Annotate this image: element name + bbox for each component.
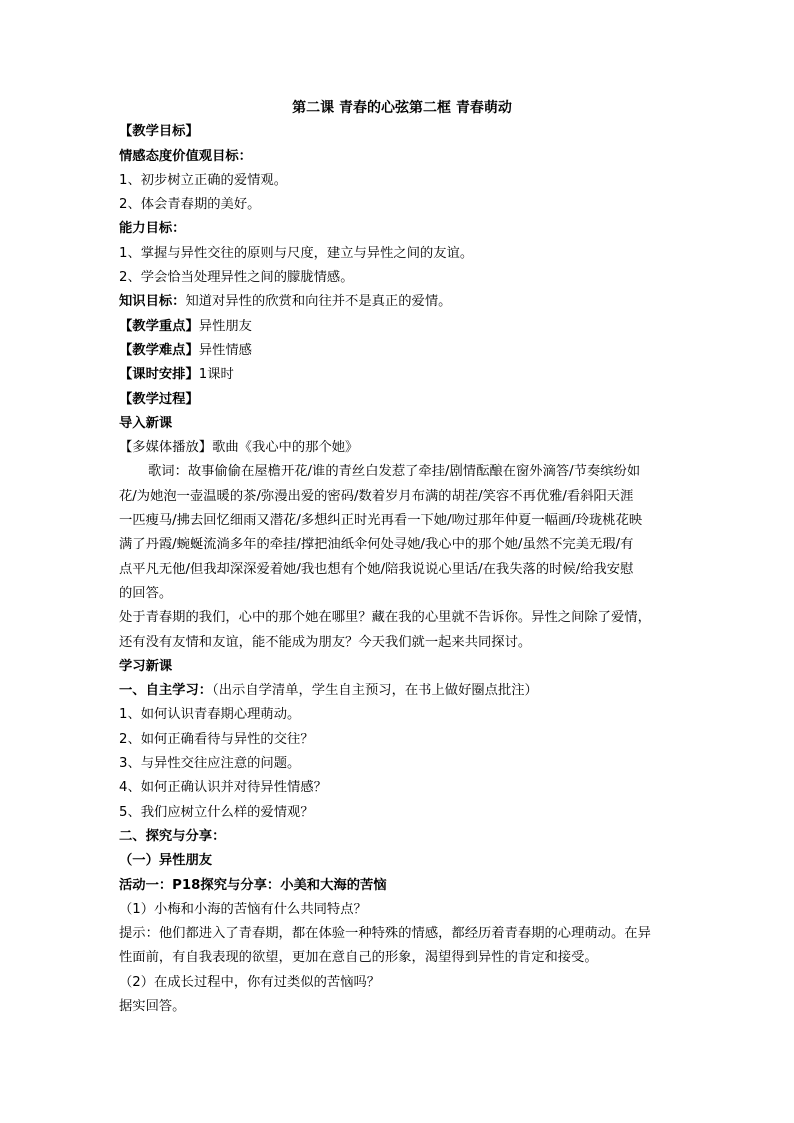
knowledge-goal [119, 290, 685, 314]
class-schedule [119, 363, 685, 387]
question-item: 2、如何正确看待与异性的交往？ [119, 731, 314, 747]
emotion-item: 1、初步树立正确的爱情观。 [119, 172, 288, 188]
knowledge-text: 知道对异性的欣赏和向往并不是真正的爱情。 [185, 294, 452, 310]
question-item: 1、如何认识青春期心理萌动。 [119, 707, 301, 723]
intro-paragraph-line: 处于青春期的我们，心中的那个她在哪里？藏在我的心里就不告诉你。异性之间除了爱情， [119, 610, 651, 626]
self-study [119, 679, 685, 703]
media-text: 歌曲《我心中的那个她》 [212, 440, 359, 456]
question-item: 3、与异性交往应注意的问题。 [119, 756, 301, 772]
lyrics-line: 满了丹霞/蜿蜒流淌多年的牵挂/撑把油纸伞何处寻她/我心中的那个她/虽然不完美无瑕/有 [119, 537, 634, 553]
difficulty-text: 异性情感 [198, 342, 252, 358]
question-item: 5、我们应树立什么样的爱情观？ [119, 804, 314, 820]
ability-item: 2、学会恰当处理异性之间的朦胧情感。 [119, 270, 354, 286]
lyrics-line: 的回答。 [119, 585, 173, 601]
document-body [119, 96, 685, 1019]
schedule-text: 1课时 [198, 367, 234, 383]
question-2: （2）在成长过程中，你有过类似的苦恼吗？ [119, 974, 381, 990]
sub-header: （一）异性朋友 [119, 853, 213, 869]
ability-goal-label: 能力目标： [119, 221, 186, 237]
focus-text: 异性朋友 [198, 318, 252, 334]
activity-header: 活动一：P18探究与分享：小美和大海的苦恼 [119, 877, 387, 893]
ability-item: 1、掌握与异性交往的原则与尺度，建立与异性之间的友谊。 [119, 245, 474, 261]
emotion-goal-label: 情感态度价值观目标： [119, 148, 252, 164]
explore-header: 二、探究与分享： [119, 828, 226, 844]
hint-line: 提示：他们都进入了青春期，都在体验一种特殊的情感，都经历着青春期的心理萌动。在异 [119, 926, 651, 942]
question-item: 4、如何正确认识并对待异性情感？ [119, 780, 327, 796]
focus-label: 【教学重点】 [119, 318, 199, 334]
lyrics-line: 花/为她泡一壶温暖的茶/弥漫出爱的密码/数着岁月布满的胡茬/笑容不再优雅/看斜阳天涯 [119, 488, 634, 504]
media-label: 【多媒体播放】 [119, 440, 213, 456]
lyrics-line: 一匹瘦马/拂去回忆细雨又潜花/多想纠正时光再看一下她/吻过那年仲夏一幅画/玲珑桃花映 [119, 513, 643, 529]
question-1: （1）小梅和小海的苦恼有什么共同特点？ [119, 901, 367, 917]
lyrics-line: 歌词：故事偷偷在屋檐开花/谁的青丝白发惹了牵挂/剧情酝酿在窗外滴答/节奏缤纷如 [148, 464, 641, 480]
lesson-title: 第二课 青春的心弦第二框 青春萌动 [292, 100, 512, 116]
self-study-label: 一、自主学习： [119, 683, 213, 699]
goal-header: 【教学目标】 [119, 124, 199, 140]
media-playback [119, 436, 685, 460]
knowledge-label: 知识目标： [119, 294, 186, 310]
process-header: 【教学过程】 [119, 391, 199, 407]
teaching-focus [119, 315, 685, 339]
hint-line: 性面前，有自我表现的欲望，更加在意自己的形象，渴望得到异性的肯定和接受。 [119, 950, 598, 966]
emotion-item: 2、体会青春期的美好。 [119, 197, 261, 213]
self-study-text: （出示自学清单，学生自主预习，在书上做好圈点批注） [212, 683, 538, 699]
lyrics-line: 点平凡无他/但我却深深爱着她/我也想有个她/陪我说说心里话/在我失落的时候/给我安慰 [119, 561, 634, 577]
difficulty-label: 【教学难点】 [119, 342, 199, 358]
teaching-difficulty [119, 339, 685, 363]
answer-text: 据实回答。 [119, 998, 186, 1014]
intro-header: 导入新课 [119, 415, 173, 431]
schedule-label: 【课时安排】 [119, 367, 199, 383]
intro-paragraph-line: 还有没有友情和友谊，能不能成为朋友？今天我们就一起来共同探讨。 [119, 634, 532, 650]
learn-header: 学习新课 [119, 658, 173, 674]
